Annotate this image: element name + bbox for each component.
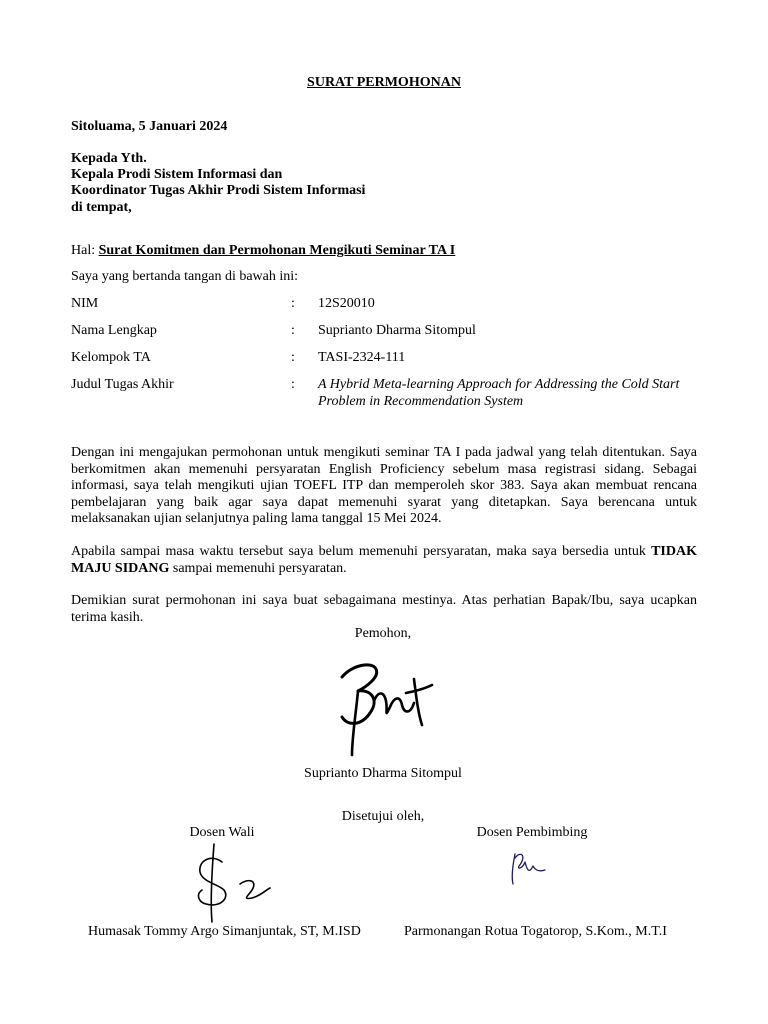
field-label-group: Kelompok TA: [71, 350, 151, 365]
paragraph-consequence-emphasis: TIDAK MAJU SIDANG: [71, 544, 697, 576]
paragraph-consequence-text: Apabila sampai masa waktu tersebut saya belum memenuhi persyaratan, maka saya bersedia untuk: [71, 544, 652, 559]
field-value-name: Suprianto Dharma Sitompul: [318, 323, 476, 338]
approval-label: Disetujui oleh,: [341, 809, 425, 824]
subject-label: Hal:: [71, 243, 96, 258]
field-label-nim: NIM: [71, 296, 99, 311]
paragraph-consequence-text-end: sampai memenuhi persyaratan.: [169, 560, 347, 576]
subject-line: [71, 243, 455, 259]
field-value-nim: 12S20010: [318, 296, 375, 311]
recipient-line-3: Koordinator Tugas Akhir Prodi Sistem Informasi: [71, 183, 366, 198]
recipient-line-1: Kepada Yth.: [71, 151, 147, 166]
intro-text: Saya yang bertanda tangan di bawah ini:: [71, 269, 299, 284]
subject-text: Surat Komitmen dan Permohonan Mengikuti Seminar TA I: [98, 243, 456, 258]
field-value-group: TASI-2324-111: [318, 350, 406, 365]
applicant-name: Suprianto Dharma Sitompul: [304, 766, 462, 781]
field-label-name: Nama Lengkap: [71, 323, 157, 338]
place-date: Sitoluama, 5 Januari 2024: [71, 119, 228, 134]
field-value-thesis-title-line-1: A Hybrid Meta-learning Approach for Addressing the Cold Start: [318, 377, 680, 392]
field-value-thesis-title-line-2: Problem in Recommendation System: [318, 394, 524, 409]
advisor-signature: [190, 840, 280, 930]
field-colon: :: [291, 323, 295, 338]
supervisor-name: Parmonangan Rotua Togatorop, S.Kom., M.T.I: [404, 924, 667, 939]
recipient-line-4: di tempat,: [71, 200, 132, 215]
applicant-signature: [330, 655, 440, 765]
recipient-line-2: Kepala Prodi Sistem Informasi dan: [71, 167, 283, 182]
paragraph-consequence: [71, 544, 697, 577]
field-colon: :: [291, 296, 295, 311]
letter-title: SURAT PERMOHONAN: [307, 75, 461, 90]
applicant-label: Pemohon,: [354, 626, 412, 641]
supervisor-signature: [505, 848, 555, 890]
field-colon: :: [291, 377, 295, 392]
advisor-name: Humasak Tommy Argo Simanjuntak, ST, M.ISD: [88, 924, 361, 939]
field-colon: :: [291, 350, 295, 365]
supervisor-role: Dosen Pembimbing: [476, 825, 588, 840]
paragraph-closing: Demikian surat permohonan ini saya buat sebagaimana mestinya. Atas perhatian Bapak/Ibu, saya ucapkan terima kasih.: [71, 593, 697, 625]
paragraph-commitment: Dengan ini mengajukan permohonan untuk mengikuti seminar TA I pada jadwal yang telah ditentukan. Saya berkomitmen akan memenuhi persyaratan English Proficiency sebelum masa registrasi sidang. Sebagai informasi, saya telah mengikuti ujian TOEFL ITP dan memperoleh skor 383. Saya akan membuat rencana pembelajaran yang baik agar saya dapat memenuhi syarat yang ditetapkan. Saya berencana untuk melaksanakan ujian selanjutnya paling lama tanggal 15 Mei 2024.: [71, 445, 697, 526]
advisor-role: Dosen Wali: [189, 825, 255, 840]
field-label-thesis-title: Judul Tugas Akhir: [71, 377, 174, 392]
